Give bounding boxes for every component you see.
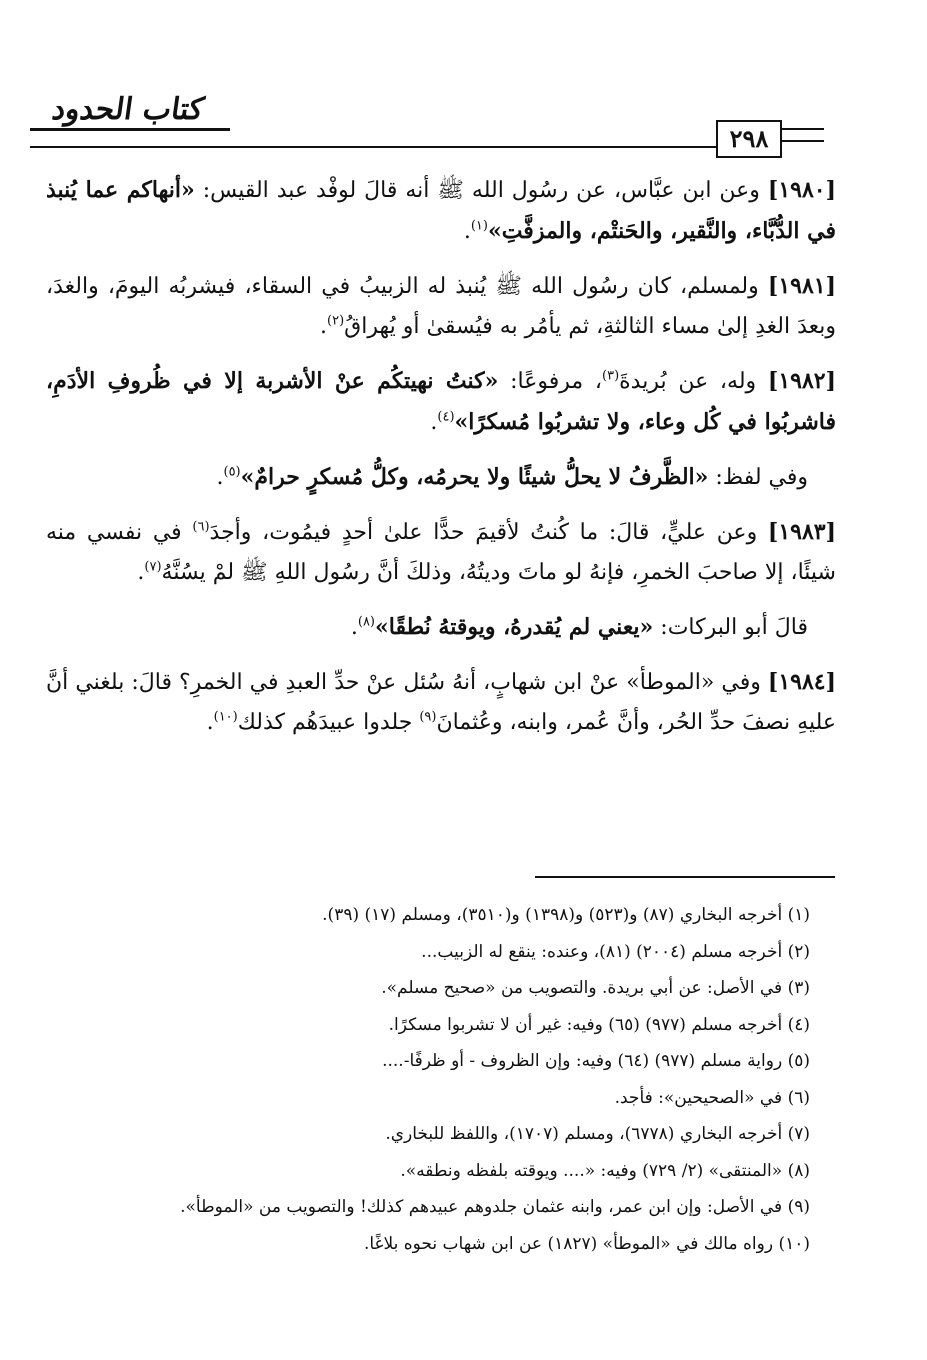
footnote-ref[interactable]: (٥) [223,464,241,480]
hadith-text: وعن عليٍّ، قالَ: ما كُنتُ لأقيمَ حدًّا علىٰ أحدٍ فيمُوت، وأجدَ [209,520,768,545]
footnote-ref[interactable]: (٦) [192,519,210,535]
hadith-text: وفي «الموطأ» عنْ ابن شهابٍ، أنهُ سُئل عنْ حدِّ العبدِ في الخمرِ؟ قالَ: بلغني أنَّ عليهِ نصفَ حدِّ الحُر، وأنَّ عُمر، وابنه، وعُثمانَ [46,670,836,735]
hadith-text: وله، عن بُريدةَ [619,369,768,394]
footnote-5: (٥) رواية مسلم (٩٧٧) (٦٤) وفيه: وإن الظروف - أو ظرفًا-.... [382,1051,810,1071]
hadith-text: ولمسلم، كان رسُول الله ﷺ يُنبذ له الزبيبُ في السقاء، فيشربُه اليومَ، والغدَ، وبعدَ الغدِ إلىٰ مساء الثالثةِ، ثم يأمُر به فيُسقىٰ أو يُهراقُ [46,274,836,339]
hadith-text: وعن ابن عبَّاس، عن رسُول الله ﷺ أنه قالَ لوفْد عبد القيس: [194,178,768,203]
running-title: كتاب الحدود [49,92,207,127]
page-number-line-bottom [780,140,824,142]
hadith-tail: . [320,314,328,339]
footnote-ref[interactable]: (٩) [419,709,437,725]
hadith-1981 [46,266,836,347]
hadith-tail: . [206,710,214,735]
footnote-7: (٧) أخرجه البخاري (٦٧٧٨)، ومسلم (١٧٠٧)، واللفظ للبخاري. [385,1124,810,1144]
variant-intro: وفي لفظ: [708,465,808,490]
hadith-1984 [46,662,836,743]
footnote-ref[interactable]: (٣) [602,368,620,384]
page-number-line-top [780,128,824,130]
footnote-6: (٦) في «الصحيحين»: فأجد. [614,1087,810,1108]
commentary-quote: «يعني لم يُقدرهُ، ويوقتهُ نُطقًا» [375,614,654,640]
hadith-quote: «أنهاكم عما يُنبذ في الدُّبَّاء، والنَّقير، والحَنتْم، والمزفَّتِ» [46,177,836,244]
hadith-number: [١٩٨٤] [767,669,836,695]
footnote-9: (٩) في الأصل: وإن ابن عمر، وابنه عثمان جلدوهم عبيدهم كذلك! والتصويب من «الموطأ». [180,1197,810,1217]
hadith-number: [١٩٨٠] [767,177,837,203]
footnote-ref[interactable]: (٧) [144,559,162,575]
variant-wording [46,457,836,498]
hadith-tail: . [430,410,438,435]
commentary [46,607,836,648]
footnotes [90,897,810,1262]
footnote-ref[interactable]: (١) [470,218,488,234]
footnote-separator [535,876,835,878]
variant-tail: . [216,465,224,490]
hadith-text-2: جلدوا عبيدَهُم كذلك [237,710,420,735]
footnote-4: (٤) أخرجه مسلم (٩٧٧) (٦٥) وفيه: غير أن لا تشربوا مسكرًا. [388,1014,810,1035]
header-rule [30,146,716,148]
hadith-tail: . [463,219,471,244]
hadith-1982 [46,361,836,443]
footnote-3: (٣) في الأصل: عن أبي بريدة. والتصويب من «صحيح مسلم». [381,978,810,998]
footnote-ref[interactable]: (٤) [437,409,455,425]
variant-quote: «الظَّرفُ لا يحلُّ شيئًا ولا يحرمُه، وكلُّ مُسكرٍ حرامٌ» [240,464,709,490]
hadith-tail: . [137,560,145,585]
title-underline [30,128,230,131]
hadith-quote: «كنتُ نهيتكُم عنْ الأشربة إلا في ظُروفِ الأدَمِ، فاشربُوا في كُل وعاء، ولا تشربُوا مُسكرًا» [46,368,836,435]
page-number: ٢٩٨ [716,120,782,158]
hadith-text-2: في نفسي منه شيئًا، إلا صاحبَ الخمرِ، فإنهُ لو ماتَ وديتُهُ، وذلكَ أنَّ رسُول اللهِ ﷺ لمْ يسُنَّهُ [46,520,836,585]
footnote-ref[interactable]: (١٠) [213,709,238,725]
commentary-tail: . [350,615,358,640]
hadith-1980 [46,170,836,252]
hadith-number: [١٩٨١] [767,273,836,299]
footnote-ref[interactable]: (٨) [357,614,375,630]
hadith-number: [١٩٨٣] [767,519,836,545]
footnote-ref[interactable]: (٢) [327,313,345,329]
footnote-10: (١٠) رواه مالك في «الموطأ» (١٨٢٧) عن ابن شهاب نحوه بلاغًا. [363,1233,810,1254]
hadith-text-2: ، مرفوعًا: [498,369,602,394]
hadith-1983 [46,512,836,593]
footnote-2: (٢) أخرجه مسلم (٢٠٠٤) (٨١)، وعنده: ينقع له الزبيب... [421,941,810,962]
hadith-number: [١٩٨٢] [767,368,836,394]
commentary-intro: قالَ أبو البركات: [653,615,808,640]
footnote-8: (٨) «المنتقى» (٢/ ٧٢٩) وفيه: «.... ويوقته بلفظه ونطقه». [400,1160,810,1181]
footnote-1: (١) أخرجه البخاري (٨٧) و(٥٢٣) و(١٣٩٨) و(٣٥١٠)، ومسلم (١٧) (٣٩). [322,905,810,925]
main-text [46,170,836,757]
